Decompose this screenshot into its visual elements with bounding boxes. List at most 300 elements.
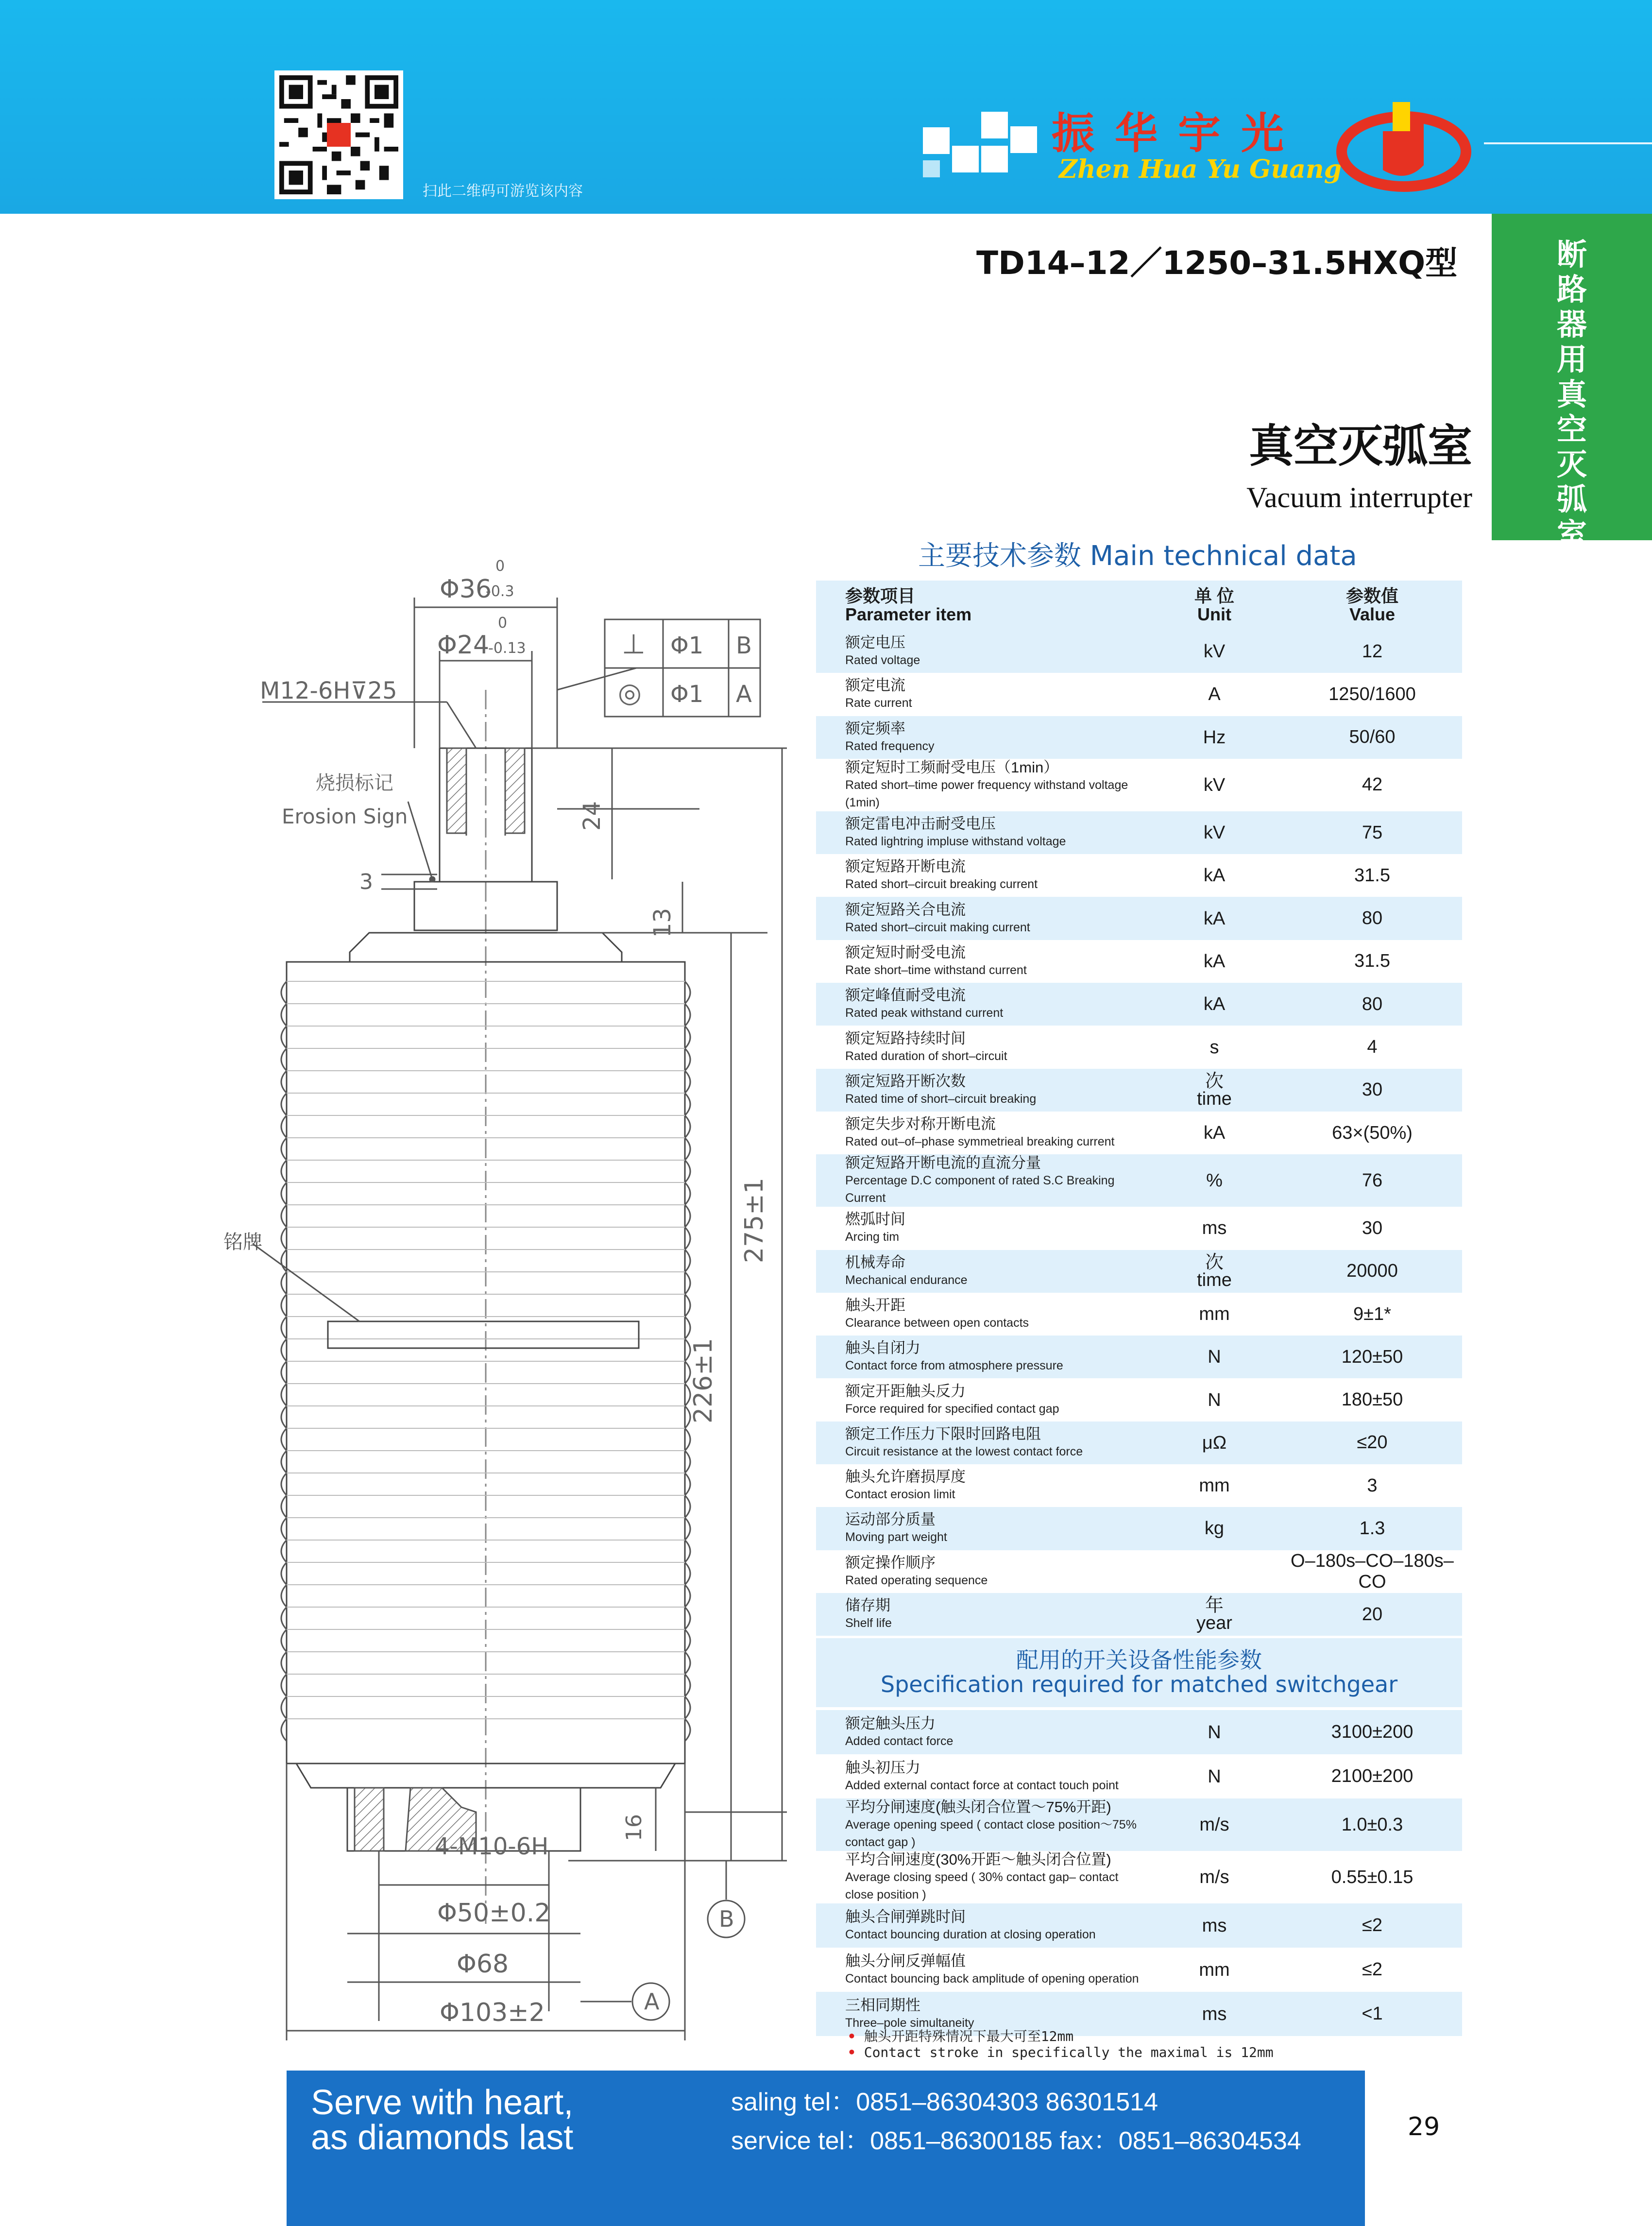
unit-cell: N xyxy=(1208,1389,1221,1410)
rib-edge xyxy=(281,1719,287,1741)
param-cell xyxy=(816,854,1146,897)
param-en: Rated voltage xyxy=(845,653,920,668)
param-en: Contact erosion limit xyxy=(845,1488,955,1502)
unit-cell: s xyxy=(1209,1037,1219,1058)
param-cn: 额定操作顺序 xyxy=(845,1554,936,1571)
concentricity-icon: ◎ xyxy=(618,677,642,709)
unit-cell: A xyxy=(1208,684,1221,705)
param-cell xyxy=(816,759,1146,811)
rib-edge xyxy=(281,1696,287,1719)
decor-square xyxy=(1010,126,1037,153)
param-en: Rated duration of short–circuit xyxy=(845,1049,1007,1063)
slogan-line-2: as diamonds last xyxy=(311,2118,574,2157)
nameplate-leader xyxy=(253,1244,359,1321)
param-en: Percentage D.C component of rated S.C Breaking Current xyxy=(845,1174,1115,1205)
param-cell xyxy=(816,983,1146,1026)
param-cn: 额定失步对称开断电流 xyxy=(845,1115,996,1133)
erosion-leader xyxy=(408,802,432,879)
dim-103-label: Φ103±2 xyxy=(440,1998,545,2027)
switchgear-heading-cn: 配用的开关设备性能参数 xyxy=(1016,1647,1262,1673)
param-cell xyxy=(816,1421,1146,1464)
param-en: Added contact force xyxy=(845,1734,954,1748)
value-cell: 63×(50%) xyxy=(1332,1122,1413,1143)
rib-edge xyxy=(685,1138,690,1160)
table-row xyxy=(816,716,1462,759)
unit-cell: N xyxy=(1146,1710,1282,1754)
value-cell: 30 xyxy=(1362,1217,1383,1238)
company-logo-icon xyxy=(1338,97,1469,194)
rib-edge xyxy=(281,1115,287,1138)
table-row xyxy=(816,1026,1462,1068)
dim-24-tol: 0 -0.13 xyxy=(488,615,526,657)
param-cn: 额定电压 xyxy=(845,634,905,651)
rib-edge xyxy=(281,1607,287,1629)
param-en: Rated time of short–circuit breaking xyxy=(845,1092,1037,1106)
param-en: Three–pole simultaneity xyxy=(845,2016,974,2030)
unit-cell xyxy=(1146,1550,1282,1593)
rib-edge xyxy=(685,1585,690,1607)
rib-edge xyxy=(685,1048,690,1071)
qr-code-image xyxy=(279,75,398,194)
param-cell xyxy=(816,1798,1146,1851)
value-cell: 2100±200 xyxy=(1331,1766,1414,1786)
dim-226-label: 226±1 xyxy=(689,1338,718,1423)
decor-square xyxy=(981,146,1008,172)
decor-square xyxy=(923,160,940,177)
value-cell: 180±50 xyxy=(1341,1389,1403,1410)
param-cn: 机械寿命 xyxy=(845,1253,905,1271)
value-cell: 3 xyxy=(1367,1475,1378,1496)
unit-cell: N xyxy=(1208,1766,1221,1787)
param-cell xyxy=(816,1550,1146,1593)
param-en: Contact bouncing back amplitude of opening operation xyxy=(845,1971,1139,1986)
rib-edge xyxy=(281,1629,287,1652)
param-cn: 额定触头压力 xyxy=(845,1714,936,1732)
header-item-cn: 参数项目 xyxy=(845,586,916,606)
table-row xyxy=(816,1754,1462,1798)
dim-24-label: Φ24 xyxy=(437,631,490,660)
rib-edge xyxy=(685,1160,690,1182)
param-cn: 额定短路持续时间 xyxy=(845,1029,966,1047)
note-bullet-icon: • xyxy=(848,2044,856,2060)
erosion-mark xyxy=(430,877,435,882)
rib-edge xyxy=(281,981,287,1004)
header-banner xyxy=(0,0,1652,214)
unit-cell: ms xyxy=(1202,1218,1227,1239)
rib-edge xyxy=(281,1406,287,1428)
value-cell: ≤2 xyxy=(1362,1959,1382,1980)
main-technical-table xyxy=(816,581,1462,1636)
value-cell: <1 xyxy=(1282,1992,1462,2036)
param-en: Circuit resistance at the lowest contact force xyxy=(845,1444,1083,1458)
rib-edge xyxy=(281,1428,287,1451)
dim-36-tol: 0 -0.3 xyxy=(486,558,514,600)
rib-edge xyxy=(685,1674,690,1696)
dim-68-label: Φ68 xyxy=(457,1950,509,1979)
value-cell: 1.3 xyxy=(1282,1507,1462,1550)
sidebar-char: 用 xyxy=(1556,342,1587,377)
rib-edge xyxy=(685,1182,690,1205)
sales-tel[interactable]: saling tel：0851–86304303 86301514 xyxy=(731,2088,1158,2116)
rib-edge xyxy=(685,1473,690,1495)
param-cn: 额定开距触头反力 xyxy=(845,1382,966,1400)
unit-cell: kA xyxy=(1203,951,1226,972)
unit-cell: 次 time xyxy=(1146,1250,1282,1293)
value-cell: O–180s–CO–180s–CO xyxy=(1291,1550,1454,1592)
table-row xyxy=(816,1903,1462,1948)
param-cell xyxy=(816,811,1146,854)
param-cell xyxy=(816,630,1146,673)
dim-275-label: 275±1 xyxy=(740,1178,769,1263)
category-sidebar xyxy=(1492,214,1652,552)
header-value-cn: 参数值 xyxy=(1345,586,1398,606)
tol-conc-value: Φ1 xyxy=(670,681,704,708)
rib-edge xyxy=(281,1384,287,1406)
param-cn: 额定频率 xyxy=(845,719,905,737)
param-cell xyxy=(816,1464,1146,1507)
table-row xyxy=(816,1293,1462,1336)
value-cell: ≤20 xyxy=(1282,1421,1462,1464)
param-en: Rated peak withstand current xyxy=(845,1006,1004,1020)
rib-edge xyxy=(281,1317,287,1339)
unit-cell: mm xyxy=(1199,1475,1230,1496)
rib-edge xyxy=(685,1540,690,1562)
rib-edge xyxy=(281,1518,287,1540)
rib-edge xyxy=(281,1160,287,1182)
table-row xyxy=(816,673,1462,716)
rib-edge xyxy=(685,1294,690,1317)
unit-cell: kA xyxy=(1203,865,1226,886)
decor-square xyxy=(952,146,979,172)
unit-cell: 年 year xyxy=(1146,1593,1282,1636)
rib-edge xyxy=(685,1652,690,1674)
sidebar-char: 路 xyxy=(1556,272,1587,307)
dim-36-label: Φ36 xyxy=(440,575,492,604)
rib-edge xyxy=(281,1227,287,1250)
page-number: 29 xyxy=(1408,2112,1440,2141)
erosion-en-label: Erosion Sign xyxy=(282,805,408,828)
header-value xyxy=(1282,581,1462,630)
unit-cell: kV xyxy=(1146,630,1282,673)
rib-edge xyxy=(685,1696,690,1719)
value-cell: 1250/1600 xyxy=(1328,684,1416,704)
brand-name-en: Zhen Hua Yu Guang xyxy=(1059,154,1342,184)
value-cell: ≤2 xyxy=(1282,1903,1462,1948)
tol-perp-ref: B xyxy=(736,632,752,659)
param-cell xyxy=(816,1112,1146,1154)
rib-edge xyxy=(685,1562,690,1585)
header-unit-en: Unit xyxy=(1197,604,1231,624)
perpendicular-icon: ⊥ xyxy=(622,629,646,660)
value-cell: 75 xyxy=(1282,811,1462,854)
table-row xyxy=(816,1250,1462,1293)
model-number: TD14–12／1250–31.5HXQ型 xyxy=(976,244,1458,282)
header-unit xyxy=(1146,581,1282,630)
unit-cell: ms xyxy=(1146,1992,1282,2036)
param-cell xyxy=(816,1336,1146,1378)
rib-edge xyxy=(281,1205,287,1227)
param-en: Rated operating sequence xyxy=(845,1573,988,1587)
rib-edge xyxy=(281,1004,287,1026)
value-cell: 20 xyxy=(1282,1593,1462,1636)
param-cn: 触头自闭力 xyxy=(845,1339,920,1357)
rib-edge xyxy=(281,1182,287,1205)
param-cell xyxy=(816,1851,1146,1903)
param-cell xyxy=(816,1378,1146,1421)
param-cell xyxy=(816,1250,1146,1293)
param-cn: 平均合闸速度(30%开距～触头闭合位置) xyxy=(845,1851,1111,1868)
rib-edge xyxy=(281,1026,287,1048)
param-cn: 储存期 xyxy=(845,1597,890,1614)
unit-cell: 次 time xyxy=(1146,1069,1282,1112)
unit-cell: % xyxy=(1146,1154,1282,1207)
table-row xyxy=(816,1069,1462,1112)
decor-square xyxy=(981,112,1008,138)
service-tel[interactable]: service tel：0851–86300185 fax：0851–86304534 xyxy=(731,2127,1301,2155)
value-cell: 80 xyxy=(1282,983,1462,1026)
sidebar-char: 室 xyxy=(1556,516,1587,552)
header-value-en: Value xyxy=(1349,604,1396,624)
param-en: Moving part weight xyxy=(845,1530,947,1544)
param-cn: 额定短路开断次数 xyxy=(845,1072,966,1090)
thread-bottom-label: 4-M10-6H xyxy=(435,1833,549,1860)
note-cn-text: 触头开距特殊情况下最大可至12mm xyxy=(864,2028,1074,2044)
rib-edge xyxy=(281,1473,287,1495)
param-en: Arcing tim xyxy=(845,1230,900,1244)
param-cell xyxy=(816,1710,1146,1754)
value-cell: 31.5 xyxy=(1354,951,1390,972)
param-en: Rated short–circuit making current xyxy=(845,920,1030,934)
value-cell: 12 xyxy=(1282,630,1462,673)
param-cell xyxy=(816,1207,1146,1250)
footer-banner xyxy=(287,2071,1365,2226)
rib-edge xyxy=(281,1451,287,1473)
rib-edge xyxy=(685,981,690,1004)
rib-edge xyxy=(685,1428,690,1451)
table-row xyxy=(816,1851,1462,1903)
value-cell: 4 xyxy=(1367,1037,1378,1058)
unit-cell: m/s xyxy=(1199,1867,1229,1887)
rib-edge xyxy=(281,1562,287,1585)
param-en: Rated lightring impluse withstand voltage xyxy=(845,835,1066,849)
contact-info xyxy=(731,2083,1301,2160)
datum-b-label: B xyxy=(719,1906,734,1932)
stem-hatch-right xyxy=(505,748,525,833)
table-row xyxy=(816,1207,1462,1250)
table-row xyxy=(816,1593,1462,1636)
param-en: Rated frequency xyxy=(845,739,935,753)
table-row xyxy=(816,811,1462,854)
header-item xyxy=(816,581,1146,630)
table-row xyxy=(816,854,1462,897)
rib-edge xyxy=(281,1674,287,1696)
param-cn: 额定短时工频耐受电压（1min） xyxy=(845,758,1059,776)
rib-edge xyxy=(281,1138,287,1160)
rib-edge xyxy=(685,1719,690,1741)
header-unit-cn: 单 位 xyxy=(1194,586,1234,606)
param-en: Rate short–time withstand current xyxy=(845,963,1027,977)
rib-edge xyxy=(685,1115,690,1138)
value-cell: 20000 xyxy=(1282,1250,1462,1293)
note-cn xyxy=(848,2026,1073,2045)
value-cell: 0.55±0.15 xyxy=(1331,1866,1414,1887)
technical-drawing xyxy=(223,544,816,2065)
thread-leader xyxy=(447,702,476,748)
table-row xyxy=(816,1112,1462,1154)
param-en: Rated short–circuit breaking current xyxy=(845,877,1038,891)
param-cn: 平均分闸速度(触头闭合位置～75%开距) xyxy=(845,1798,1111,1815)
table-row xyxy=(816,897,1462,940)
rib-edge xyxy=(281,1294,287,1317)
param-cn: 额定电流 xyxy=(845,677,905,694)
rib-edge xyxy=(685,1250,690,1272)
table-row xyxy=(816,630,1462,673)
dim-16-label: 16 xyxy=(622,1814,647,1841)
qr-code[interactable] xyxy=(274,70,403,199)
rib-edge xyxy=(281,1048,287,1071)
rib-edge xyxy=(281,1361,287,1384)
table-row xyxy=(816,1710,1462,1754)
table-row xyxy=(816,1550,1462,1593)
value-cell: 42 xyxy=(1362,774,1383,795)
param-cell xyxy=(816,1754,1146,1798)
param-en: Rated out–of–phase symmetrieal breaking current xyxy=(845,1135,1115,1149)
main-data-heading: 主要技术参数 Main technical data xyxy=(918,540,1357,572)
param-en: Contact bouncing duration at closing operation xyxy=(845,1927,1096,1941)
unit-cell: mm xyxy=(1199,1959,1230,1980)
param-cell xyxy=(816,1507,1146,1550)
value-cell: 1.0±0.3 xyxy=(1282,1798,1462,1851)
param-en: Shelf life xyxy=(845,1616,892,1630)
param-cell xyxy=(816,1903,1146,1948)
rib-edge xyxy=(685,1227,690,1250)
param-cn: 额定工作压力下限时回路电阻 xyxy=(845,1425,1041,1442)
table-row xyxy=(816,1948,1462,1992)
param-cn: 额定短路关合电流 xyxy=(845,901,966,918)
tol-conc-ref: A xyxy=(736,681,752,708)
param-en: Clearance between open contacts xyxy=(845,1316,1029,1330)
param-cn: 额定短路开断电流 xyxy=(845,858,966,875)
param-en: Mechanical endurance xyxy=(845,1273,968,1287)
rib-edge xyxy=(685,1317,690,1339)
erosion-cn-label: 烧损标记 xyxy=(316,772,393,794)
rib-edge xyxy=(281,1652,287,1674)
unit-cell: kg xyxy=(1146,1507,1282,1550)
decor-square xyxy=(923,127,950,154)
rib-edge xyxy=(685,1093,690,1115)
param-cn: 三相同期性 xyxy=(845,1996,920,2014)
rib-edge xyxy=(281,1093,287,1115)
rib-edge xyxy=(685,1451,690,1473)
nameplate-label: 铭牌 xyxy=(223,1231,262,1253)
rib-edge xyxy=(281,1272,287,1294)
rib-edge xyxy=(685,1629,690,1652)
param-cn: 触头允许磨损厚度 xyxy=(845,1468,966,1486)
param-cell xyxy=(816,1293,1146,1336)
slogan xyxy=(311,2085,573,2155)
header-item-en: Parameter item xyxy=(845,604,972,624)
rib-edge xyxy=(685,1518,690,1540)
param-cn: 燃弧时间 xyxy=(845,1211,905,1228)
product-title-en: Vacuum interrupter xyxy=(1246,481,1472,514)
unit-cell: kA xyxy=(1146,983,1282,1026)
rib-edge xyxy=(685,1495,690,1518)
table-row xyxy=(816,1154,1462,1207)
param-en: Average closing speed ( 30% contact gap– contact close position ) xyxy=(845,1870,1119,1901)
bottom-hatch-left xyxy=(355,1788,384,1851)
unit-cell: Hz xyxy=(1146,716,1282,759)
switchgear-table xyxy=(816,1710,1462,2036)
note-bullet-icon: • xyxy=(848,2028,856,2044)
value-cell: 76 xyxy=(1282,1154,1462,1207)
unit-cell: N xyxy=(1146,1336,1282,1378)
value-cell: 120±50 xyxy=(1282,1336,1462,1378)
product-title-cn: 真空灭弧室 xyxy=(1248,420,1472,472)
table-row xyxy=(816,983,1462,1026)
rib-edge xyxy=(685,1026,690,1048)
param-en: Average opening speed ( contact close position～75% contact gap ) xyxy=(845,1818,1137,1849)
unit-cell: ms xyxy=(1146,1903,1282,1948)
param-cell xyxy=(816,673,1146,716)
param-cn: 触头开距 xyxy=(845,1297,905,1314)
rib-edge xyxy=(685,1205,690,1227)
param-cn: 额定短时耐受电流 xyxy=(845,943,966,961)
sidebar-char: 真 xyxy=(1556,377,1587,412)
param-cn: 额定雷电冲击耐受电压 xyxy=(845,815,996,833)
nameplate-outline xyxy=(328,1321,639,1348)
rib-edge xyxy=(685,1071,690,1093)
value-cell: 3100±200 xyxy=(1282,1710,1462,1754)
sidebar-char: 器 xyxy=(1556,307,1587,342)
table-row xyxy=(816,1378,1462,1421)
param-cell xyxy=(816,1069,1146,1112)
dim-13-label: 13 xyxy=(649,908,676,938)
table-row xyxy=(816,1336,1462,1378)
param-cn: 触头分闸反弹幅值 xyxy=(845,1952,966,1969)
param-cn: 运动部分质量 xyxy=(845,1511,936,1528)
tol-perp-value: Φ1 xyxy=(670,632,704,659)
param-cell xyxy=(816,1154,1146,1207)
unit-cell: m/s xyxy=(1146,1798,1282,1851)
param-cn: 触头初压力 xyxy=(845,1759,920,1776)
param-cn: 触头合闸弹跳时间 xyxy=(845,1908,966,1925)
value-cell: 50/60 xyxy=(1282,716,1462,759)
param-cell xyxy=(816,1026,1146,1068)
dim-24v-label: 24 xyxy=(579,801,606,831)
switchgear-heading xyxy=(816,1638,1462,1707)
param-en: Contact force from atmosphere pressure xyxy=(845,1359,1063,1373)
unit-cell: kA xyxy=(1146,897,1282,940)
value-cell: 30 xyxy=(1282,1069,1462,1112)
table-row xyxy=(816,1798,1462,1851)
switchgear-heading-en: Specification required for matched switchgear xyxy=(880,1671,1398,1697)
unit-cell: kV xyxy=(1146,811,1282,854)
param-cn: 额定峰值耐受电流 xyxy=(845,987,966,1004)
sidebar-char: 弧 xyxy=(1556,481,1587,517)
param-en: Rate current xyxy=(845,696,912,710)
note-en xyxy=(848,2044,1274,2060)
table-row xyxy=(816,940,1462,983)
table-row xyxy=(816,1421,1462,1464)
header-rule xyxy=(1484,142,1652,144)
param-cell xyxy=(816,716,1146,759)
rib-edge xyxy=(281,1495,287,1518)
dim-3-label: 3 xyxy=(359,870,373,894)
value-cell: 31.5 xyxy=(1354,865,1390,886)
dim-50-label: Φ50±0.2 xyxy=(437,1899,551,1928)
value-cell: 9±1* xyxy=(1353,1303,1391,1324)
table-row xyxy=(816,1507,1462,1550)
